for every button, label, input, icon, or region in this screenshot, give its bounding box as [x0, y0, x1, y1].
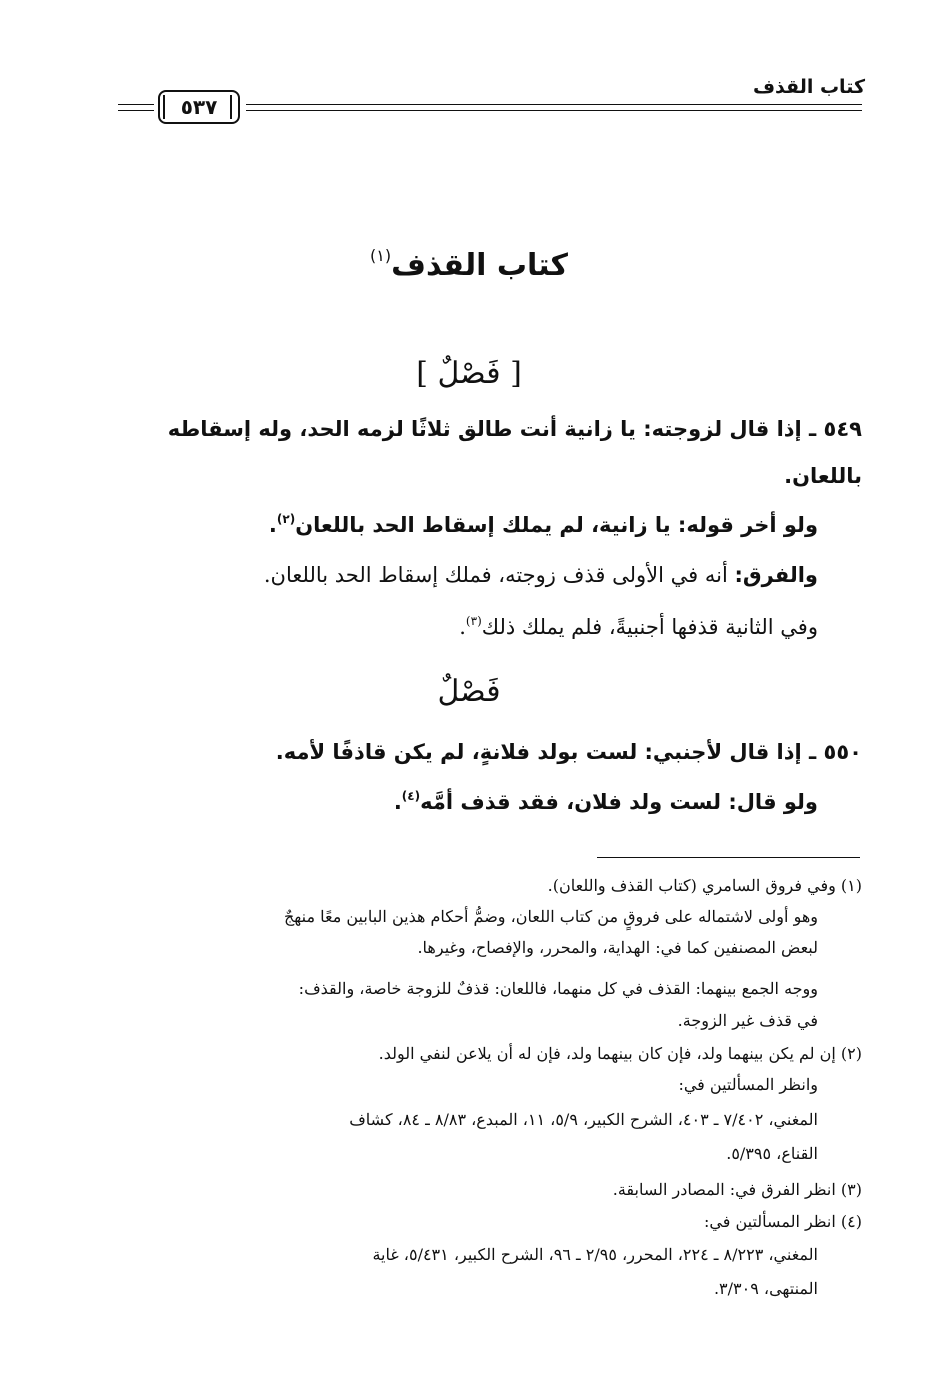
header-rule-left-bottom	[118, 110, 154, 111]
issue-549-line-3-text: ولو أخر قوله: يا زانية، لم يملك إسقاط الحد باللعان	[295, 513, 818, 537]
issue-550-line-2	[394, 790, 818, 813]
page-number: ٥٣٧	[180, 95, 218, 119]
footnote-ref-1: (١)	[370, 246, 392, 265]
header-rule-right-top	[246, 104, 862, 105]
issue-550-line-2-text: ولو قال: لست ولد فلان، فقد قذف أمَّه	[420, 790, 818, 814]
footnote-1-line-4: ووجه الجمع بينهما: القذف في كل منهما، فاللعان: قذفٌ للزوجة خاصة، والقذف:	[298, 979, 818, 998]
difference-label: والفرق:	[734, 563, 818, 587]
footnote-ref-3: (٣)	[465, 614, 482, 628]
footnote-1-line-3: لبعض المصنفين كما في: الهداية، والمحرر، والإفصاح، وغيرها.	[417, 938, 818, 957]
issue-549-line-3-end: .	[268, 513, 277, 537]
chapter-title-text: كتاب القذف	[391, 248, 568, 283]
header-rule-left-top	[118, 104, 154, 105]
footnote-4-line-2: المغني، ٨/٢٢٣ ـ ٢٢٤، المحرر، ٢/٩٥ ـ ٩٦، الشرح الكبير، ٥/٤٣١، غاية	[372, 1245, 818, 1264]
footnote-4-line-3: المنتهى، ٣/٣٠٩.	[713, 1279, 818, 1298]
issue-549-line-5-text: وفي الثانية قذفها أجنبيةً، فلم يملك ذلك	[481, 615, 818, 639]
issue-549-line-3	[269, 513, 818, 536]
footnote-ref-4: (٤)	[401, 789, 421, 803]
footnote-1-line-2: وهو أولى لاشتماله على فروقٍ من كتاب اللعان، وضمُّ أحكام هذين البابين معًا منهجٌ	[283, 907, 818, 926]
section-heading-2: فَصْلٌ	[437, 674, 501, 709]
issue-550-line-1: ٥٥٠ ـ إذا قال لأجنبي: لست بولد فلانةٍ، لم يكن قاذفًا لأمه.	[275, 740, 862, 764]
footnote-ref-2: (٢)	[276, 512, 296, 526]
issue-549-line-4	[264, 565, 818, 586]
section-heading-1: [ فَصْلٌ ]	[416, 356, 522, 391]
footnote-1-line-1: (١) وفي فروق السامري (كتاب القذف واللعان).	[547, 876, 862, 895]
issue-549-line-5	[459, 615, 818, 638]
header-rule-right-bottom	[246, 110, 862, 111]
footnote-2-line-3: المغني، ٧/٤٠٢ ـ ٤٠٣، الشرح الكبير، ٥/٩، ١١، المبدع، ٨/٨٣ ـ ٨٤، كشاف	[349, 1110, 818, 1129]
footnote-1-line-5: في قذف غير الزوجة.	[677, 1011, 818, 1030]
difference-text: أنه في الأولى قذف زوجته، فملك إسقاط الحد باللعان.	[263, 563, 735, 587]
running-title: كتاب القذف	[752, 76, 865, 98]
footnote-2-line-4: القناع، ٥/٣٩٥.	[726, 1144, 818, 1163]
footnote-divider	[597, 857, 860, 858]
issue-549-line-5-end: .	[459, 615, 466, 639]
issue-549-line-2: باللعان.	[784, 464, 862, 488]
footnote-3-line-1: (٣) انظر الفرق في: المصادر السابقة.	[612, 1180, 862, 1199]
issue-549-line-1: ٥٤٩ ـ إذا قال لزوجته: يا زانية أنت طالق ثلاثًا لزمه الحد، وله إسقاطه	[167, 417, 862, 441]
footnote-4-line-1: (٤) انظر المسألتين في:	[704, 1212, 862, 1231]
footnote-2-line-1: (٢) إن لم يكن بينهما ولد، فإن كان بينهما ولد، فإن له أن يلاعن لنفي الولد.	[378, 1044, 862, 1063]
footnote-2-line-2: وانظر المسألتين في:	[678, 1075, 818, 1094]
issue-550-line-2-end: .	[393, 790, 402, 814]
page-number-frame	[158, 90, 240, 124]
chapter-title	[0, 246, 938, 283]
